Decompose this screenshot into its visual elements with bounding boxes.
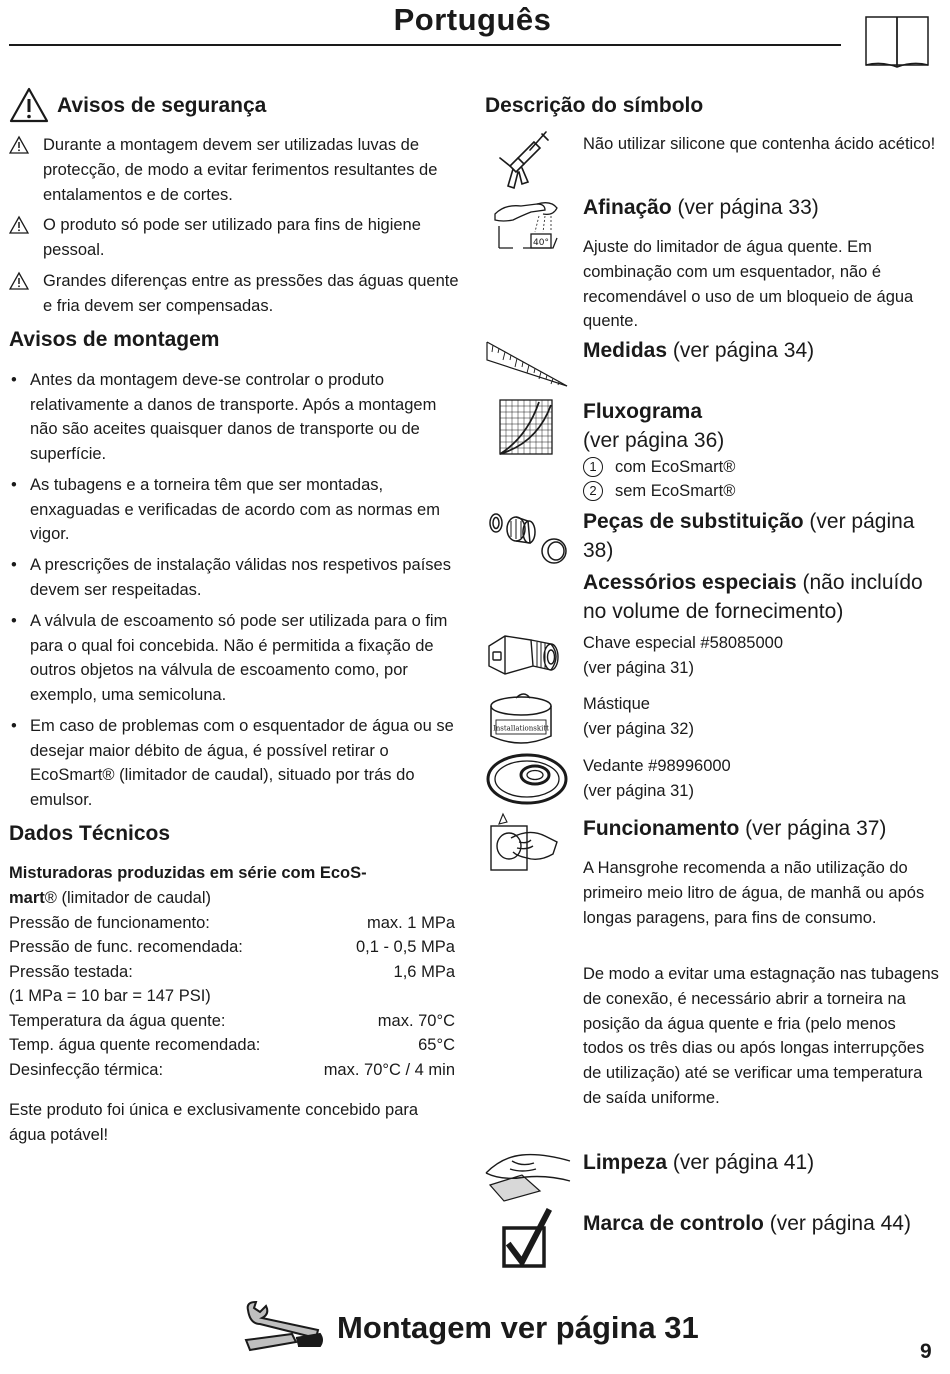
page-number: 9	[920, 1340, 932, 1363]
afinacao-title: Afinação	[583, 196, 672, 219]
seal-ring-icon	[485, 753, 569, 807]
fluxo-heading	[583, 398, 943, 455]
safety-item-text: Durante a montagem devem ser utilizadas luvas de protecção, de modo a evitar ferimentos resultantes de entalamentos e de cortes.	[43, 136, 438, 204]
mastic-label: Installationskitt	[493, 724, 549, 733]
fluxo-legend-2	[583, 479, 943, 504]
mastic-line1: Mástique	[583, 695, 650, 713]
spec-label: Temperatura da água quente:	[9, 1012, 226, 1030]
afinacao-heading	[583, 194, 943, 223]
marca-heading	[583, 1210, 943, 1239]
mounting-item: • Em caso de problemas com o esquentador de água ou se desejar maior débito de água, é possível retirar o EcoSmart® (limitador de caudal), situado por trás do emulsor.	[9, 714, 456, 812]
func-paragraph-1: A Hansgrohe recomenda a não utilização do primeiro meio litro de água, de manhã ou após longas paragens, para fins de consumo.	[583, 859, 925, 927]
mastic-tin-icon	[486, 692, 556, 750]
potable-water-note: Este produto foi única e exclusivamente concebido para água potável!	[9, 1101, 419, 1144]
spec-value: max. 1 MPa	[366, 914, 455, 932]
tech-subheading-note: ® (limitador de caudal)	[44, 888, 211, 907]
safety-item-text: Grandes diferenças entre as pressões das águas quente e fria devem ser compensadas.	[43, 272, 459, 315]
seal-text	[583, 754, 943, 804]
pecas-ref: (ver página 38)	[583, 510, 915, 562]
acessorios-title: Acessórios especiais	[583, 571, 797, 594]
checkmark-box-icon	[502, 1208, 552, 1270]
circle-number: 2	[583, 481, 603, 501]
spec-row	[9, 911, 455, 936]
tech-subheading-line1: Misturadoras produzidas em série com EcoS-	[9, 864, 367, 882]
spec-value: 0,1 - 0,5 MPa	[355, 938, 455, 956]
seal-line2: (ver página 31)	[583, 781, 694, 800]
book-icon	[864, 13, 930, 74]
medidas-ref: (ver página 34)	[667, 339, 815, 362]
warning-icon	[9, 87, 49, 128]
func-heading	[583, 815, 943, 844]
footer-title: Montagem ver página 31	[337, 1310, 699, 1345]
fluxo-ref: (ver página 36)	[583, 428, 725, 452]
acessorios-heading	[583, 569, 943, 626]
operation-icon	[489, 812, 561, 872]
spec-label: Pressão de func. recomendada:	[9, 938, 243, 956]
special-key-line1: Chave especial #58085000	[583, 634, 783, 652]
tech-subheading-line2: mart	[9, 888, 45, 907]
limpeza-ref: (ver página 41)	[667, 1151, 815, 1174]
silicone-gun-icon	[494, 128, 554, 190]
spec-row	[9, 1058, 455, 1083]
fluxo-title: Fluxograma	[583, 400, 703, 423]
func-paragraph-2: De modo a evitar uma estagnação nas tubagens de conexão, é necessário abrir a torneira na posição da água quente e fria (pelo menos todos os três dias ou após longas interrupções de utilização) até se verificar uma temperatura de saída uniforme.	[583, 965, 939, 1107]
spec-row	[9, 960, 455, 985]
safety-item	[9, 213, 464, 263]
mounting-item: • As tubagens e a torneira têm que ser montadas, enxaguadas e verificadas de acordo com as normas em vigor.	[9, 473, 456, 547]
spec-row	[9, 1033, 455, 1058]
warning-icon	[9, 271, 29, 291]
marca-title: Marca de controlo	[583, 1212, 764, 1235]
fluxo-legend-1	[583, 455, 943, 480]
mounting-item: • A válvula de escoamento só pode ser utilizada para o fim para o qual foi concebida. Não é permitida a fixação de outros objetos na válvula de escoamento como, por exemplo, uma semicoluna.	[9, 609, 456, 707]
spec-label: Pressão de funcionamento:	[9, 914, 210, 932]
spec-row	[9, 984, 455, 1009]
safety-item-text: O produto só pode ser utilizado para fins de higiene pessoal.	[43, 216, 421, 259]
spec-label: Desinfecção térmica:	[9, 1061, 164, 1079]
pecas-title: Peças de substituição	[583, 510, 804, 533]
acessorios-ref: (não incluído no volume de fornecimento)	[583, 571, 923, 623]
ruler-icon	[485, 340, 569, 390]
mastic-line2: (ver página 32)	[583, 719, 694, 738]
spec-value: max. 70°C / 4 min	[323, 1061, 455, 1079]
page-title: Português	[393, 2, 552, 37]
medidas-title: Medidas	[583, 339, 668, 362]
cleaning-icon	[482, 1147, 572, 1203]
circle-number: 1	[583, 457, 603, 477]
adjustment-icon	[491, 196, 561, 254]
mastic-text	[583, 692, 943, 742]
fluxo-legend-text: com EcoSmart®	[615, 458, 736, 476]
silicone-note: Não utilizar silicone que contenha ácido acético!	[583, 135, 936, 153]
spec-value: 1,6 MPa	[393, 963, 455, 981]
fluxo-legend-text: sem EcoSmart®	[615, 482, 736, 500]
afinacao-text: Ajuste do limitador de água quente. Em combinação com um esquentador, não é recomendável o uso de um bloqueio de água quente.	[583, 238, 914, 331]
seal-line1: Vedante #98996000	[583, 757, 731, 775]
medidas-heading	[583, 337, 943, 366]
spare-parts-icon	[486, 509, 572, 565]
safety-heading: Avisos de segurança	[57, 94, 267, 117]
special-key-icon	[485, 630, 569, 682]
tools-icon	[242, 1300, 324, 1358]
spec-label: Temp. água quente recomendada:	[9, 1036, 261, 1054]
flow-chart-icon	[497, 397, 555, 457]
func-ref: (ver página 37)	[739, 817, 887, 840]
spec-label: (1 MPa = 10 bar = 147 PSI)	[9, 987, 211, 1005]
limpeza-title: Limpeza	[583, 1151, 668, 1174]
marca-ref: (ver página 44)	[763, 1212, 911, 1235]
tech-heading: Dados Técnicos	[9, 822, 171, 845]
special-key-line2: (ver página 31)	[583, 658, 694, 677]
limpeza-heading	[583, 1149, 943, 1178]
special-key-text	[583, 631, 943, 681]
spec-value: 65°C	[418, 1036, 455, 1054]
temperature-readout: 40°	[533, 238, 549, 248]
spec-value: max. 70°C	[377, 1012, 455, 1030]
func-title: Funcionamento	[583, 817, 740, 840]
symbols-heading: Descrição do símbolo	[485, 94, 704, 117]
warning-icon	[9, 215, 29, 235]
title-rule	[9, 44, 841, 46]
spec-label: Pressão testada:	[9, 963, 133, 981]
safety-item	[9, 269, 464, 319]
mounting-heading: Avisos de montagem	[9, 328, 220, 351]
afinacao-ref: (ver página 33)	[671, 196, 819, 219]
mounting-item: • A prescrições de instalação válidas nos respetivos países devem ser respeitadas.	[9, 553, 456, 602]
safety-item	[9, 133, 464, 207]
spec-row	[9, 935, 455, 960]
pecas-heading	[583, 508, 943, 565]
warning-icon	[9, 135, 29, 155]
mounting-item: • Antes da montagem deve-se controlar o produto relativamente a danos de transporte. Após a montagem não são aceites quaisquer danos de transporte ou de superfície.	[9, 368, 456, 466]
tech-subheading	[9, 861, 455, 910]
spec-row	[9, 1009, 455, 1034]
